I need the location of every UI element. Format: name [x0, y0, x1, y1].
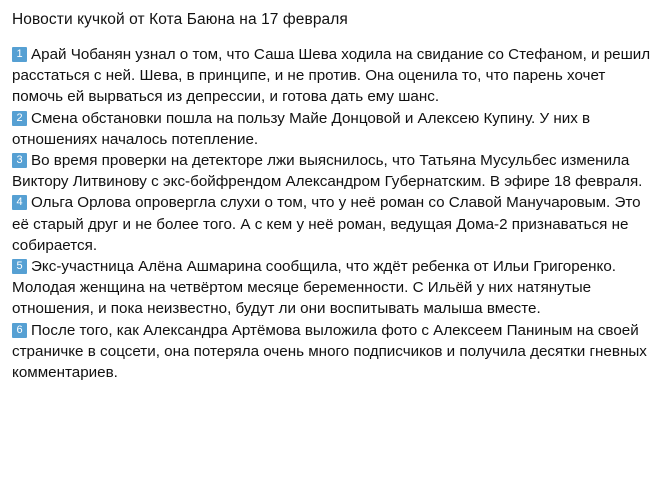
- list-item: [12, 108, 658, 150]
- list-item-text: Ольга Орлова опровергла слухи о том, что у неё роман со Славой Манучаровым. Это её старый друг и не более того. А с кем у неё роман, ведущая Дома-2 признаваться не собирается.: [12, 194, 641, 254]
- item-number-badge: 6: [12, 323, 27, 338]
- item-number-badge: 1: [12, 47, 27, 62]
- news-list: [12, 44, 658, 383]
- list-item-text: Смена обстановки пошла на пользу Майе Донцовой и Алексею Купину. У них в отношениях началось потепление.: [12, 109, 591, 148]
- list-item: [12, 44, 658, 108]
- item-number-badge: 2: [12, 111, 27, 126]
- list-item: [12, 256, 658, 320]
- list-item: [12, 150, 658, 192]
- item-number-badge: 4: [12, 195, 27, 210]
- item-number-badge: 5: [12, 259, 27, 274]
- list-item-text: Во время проверки на детекторе лжи выяснилось, что Татьяна Мусульбес изменила Виктору Литвинову с экс-бойфрендом Александром Губернатским. В эфире 18 февраля.: [12, 152, 643, 191]
- list-item: [12, 320, 658, 384]
- item-number-badge: 3: [12, 153, 27, 168]
- page-title: Новости кучкой от Кота Баюна на 17 февраля: [12, 11, 348, 28]
- list-item-text: После того, как Александра Артёмова выложила фото с Алексеем Паниным на своей страничке в соцсети, она потеряла очень много подписчиков и получила десятки гневных комментариев.: [12, 321, 647, 382]
- list-item-text: Арай Чобанян узнал о том, что Саша Шева ходила на свидание со Стефаном, и решил расстаться с ней. Шева, в принципе, и не против. Она оценила то, что парень хочет помочь ей вырваться из депрессии, и готова дать ему шанс.: [12, 46, 651, 106]
- list-item: [12, 192, 658, 256]
- list-item-text: Экс-участница Алёна Ашмарина сообщила, что ждёт ребенка от Ильи Григоренко. Молодая женщина на четвёртом месяце беременности. С Ильёй у них натянутые отношения, и пока неизвестно, будут ли они воспитывать малыша вместе.: [12, 258, 617, 318]
